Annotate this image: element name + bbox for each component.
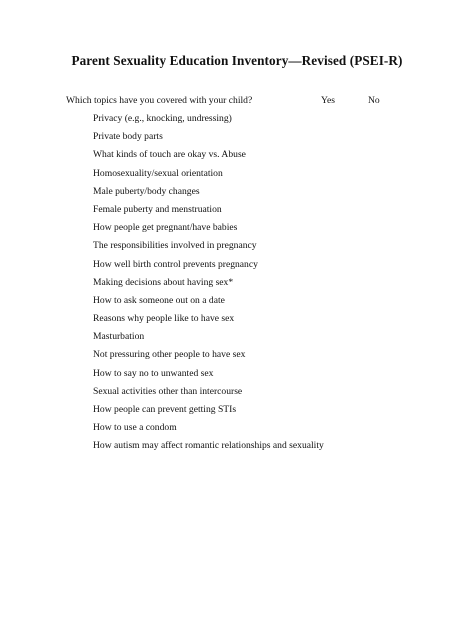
topic-list: [93, 113, 324, 459]
topic-item-privacy: Privacy (e.g., knocking, undressing): [93, 113, 232, 124]
topic-item-autism-relationships: How autism may affect romantic relationships and sexuality: [93, 440, 324, 452]
yes-column-header: Yes: [321, 95, 335, 106]
topic-item-male-puberty: Male puberty/body changes: [93, 185, 200, 197]
topic-item-decisions-sex: Making decisions about having sex*: [93, 276, 234, 288]
topic-item-birth-control: How well birth control prevents pregnancy: [93, 258, 258, 270]
topic-item-masturbation: Masturbation: [93, 331, 145, 343]
topic-item-touch-vs-abuse: What kinds of touch are okay vs. Abuse: [93, 149, 246, 161]
topic-item-prevent-stis: How people can prevent getting STIs: [93, 404, 237, 415]
topic-item-sexual-orientation: Homosexuality/sexual orientation: [93, 167, 223, 179]
topic-item-reasons-sex: Reasons why people like to have sex: [93, 313, 235, 325]
topic-item-use-condom: How to use a condom: [93, 422, 177, 434]
topic-item-pregnancy-babies: How people get pregnant/have babies: [93, 222, 238, 234]
topic-item-not-pressuring: Not pressuring other people to have sex: [93, 349, 246, 361]
page-title: Parent Sexuality Education Inventory—Revised (PSEI-R): [71, 53, 403, 68]
topic-item-ask-out-date: How to ask someone out on a date: [93, 294, 225, 306]
topic-item-female-puberty: Female puberty and menstruation: [93, 203, 222, 215]
no-column-header: No: [368, 95, 380, 106]
topic-item-say-no: How to say no to unwanted sex: [93, 367, 214, 379]
topic-item-other-activities: Sexual activities other than intercourse: [93, 385, 243, 397]
topic-item-pregnancy-responsibilities: The responsibilities involved in pregnancy: [93, 240, 257, 252]
topic-item-private-body-parts: Private body parts: [93, 131, 163, 143]
question-prompt: Which topics have you covered with your child?: [66, 95, 253, 106]
